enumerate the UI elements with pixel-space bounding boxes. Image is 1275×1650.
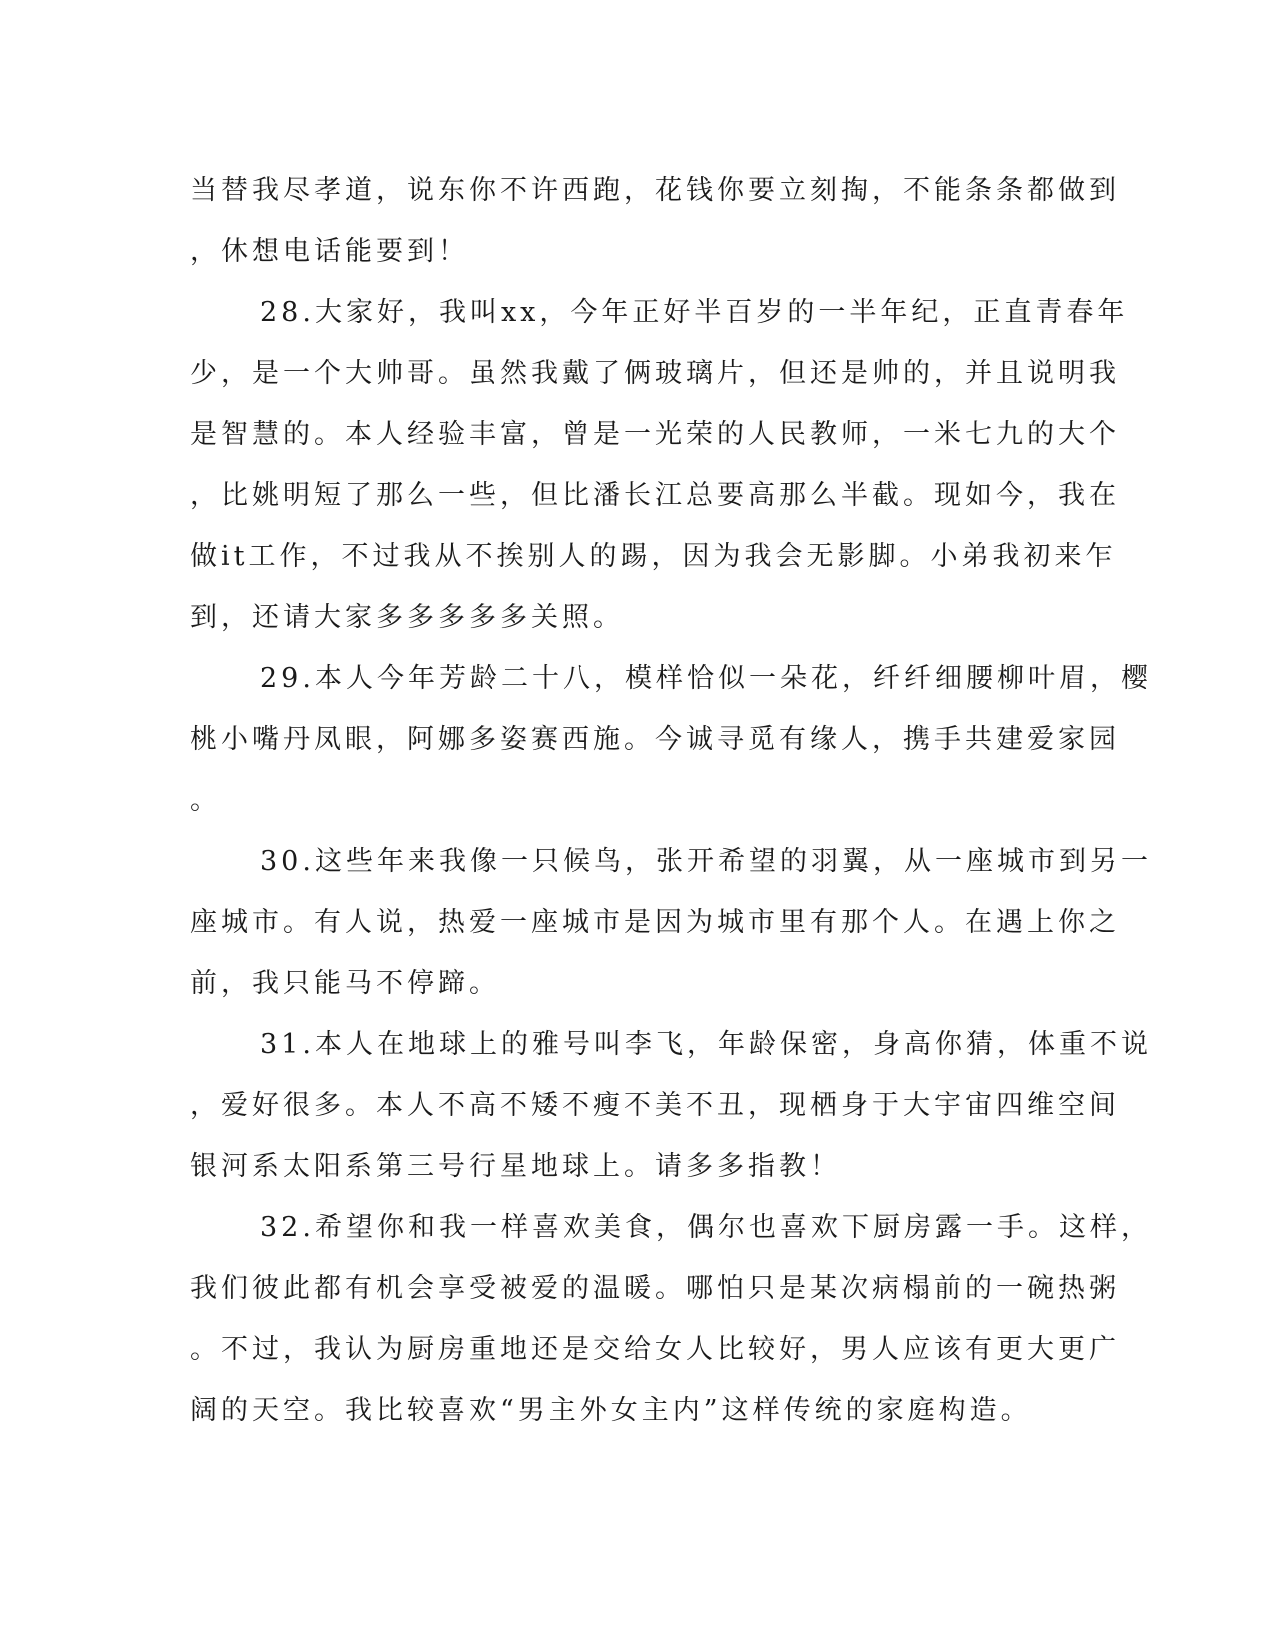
paragraph-28-line-1: 28.大家好，我叫xx，今年正好半百岁的一半年纪，正直青春年 bbox=[260, 297, 1129, 328]
paragraph-30-line-1: 30.这些年来我像一只候鸟，张开希望的羽翼，从一座城市到另一 bbox=[260, 846, 1152, 877]
document-body bbox=[190, 160, 1152, 1441]
paragraph-31-line-2: ，爱好很多。本人不高不矮不瘦不美不丑，现栖身于大宇宙四维空间 bbox=[190, 1090, 1120, 1121]
paragraph-30-line-2: 座城市。有人说，热爱一座城市是因为城市里有那个人。在遇上你之 bbox=[190, 907, 1120, 938]
paragraph-30-line-3: 前，我只能马不停蹄。 bbox=[190, 968, 500, 999]
paragraph-28-line-3: 是智慧的。本人经验丰富，曾是一光荣的人民教师，一米七九的大个 bbox=[190, 419, 1120, 450]
paragraph-32-line-4: 阔的天空。我比较喜欢“男主外女主内”这样传统的家庭构造。 bbox=[190, 1395, 1032, 1426]
paragraph-32-line-1: 32.希望你和我一样喜欢美食，偶尔也喜欢下厨房露一手。这样， bbox=[260, 1212, 1152, 1243]
paragraph-28-line-4: ，比姚明短了那么一些，但比潘长江总要高那么半截。现如今，我在 bbox=[190, 480, 1120, 511]
paragraph-32-line-3: 。不过，我认为厨房重地还是交给女人比较好，男人应该有更大更广 bbox=[190, 1334, 1120, 1365]
paragraph-1-line-2: ，休想电话能要到！ bbox=[190, 236, 469, 267]
paragraph-1-line-1: 当替我尽孝道，说东你不许西跑，花钱你要立刻掏，不能条条都做到 bbox=[190, 175, 1120, 206]
paragraph-28-line-5: 做it工作，不过我从不挨别人的踢，因为我会无影脚。小弟我初来乍 bbox=[190, 541, 1117, 572]
paragraph-29-line-3: 。 bbox=[190, 785, 221, 816]
paragraph-29-line-1: 29.本人今年芳龄二十八，模样恰似一朵花，纤纤细腰柳叶眉，樱 bbox=[260, 663, 1152, 694]
paragraph-31-line-1: 31.本人在地球上的雅号叫李飞，年龄保密，身高你猜，体重不说 bbox=[260, 1029, 1152, 1060]
paragraph-31-line-3: 银河系太阳系第三号行星地球上。请多多指教！ bbox=[190, 1151, 841, 1182]
paragraph-32-line-2: 我们彼此都有机会享受被爱的温暖。哪怕只是某次病榻前的一碗热粥 bbox=[190, 1273, 1120, 1304]
paragraph-29-line-2: 桃小嘴丹凤眼，阿娜多姿赛西施。今诚寻觅有缘人，携手共建爱家园 bbox=[190, 724, 1120, 755]
paragraph-28-line-2: 少，是一个大帅哥。虽然我戴了俩玻璃片，但还是帅的，并且说明我 bbox=[190, 358, 1120, 389]
paragraph-28-line-6: 到，还请大家多多多多多关照。 bbox=[190, 602, 624, 633]
